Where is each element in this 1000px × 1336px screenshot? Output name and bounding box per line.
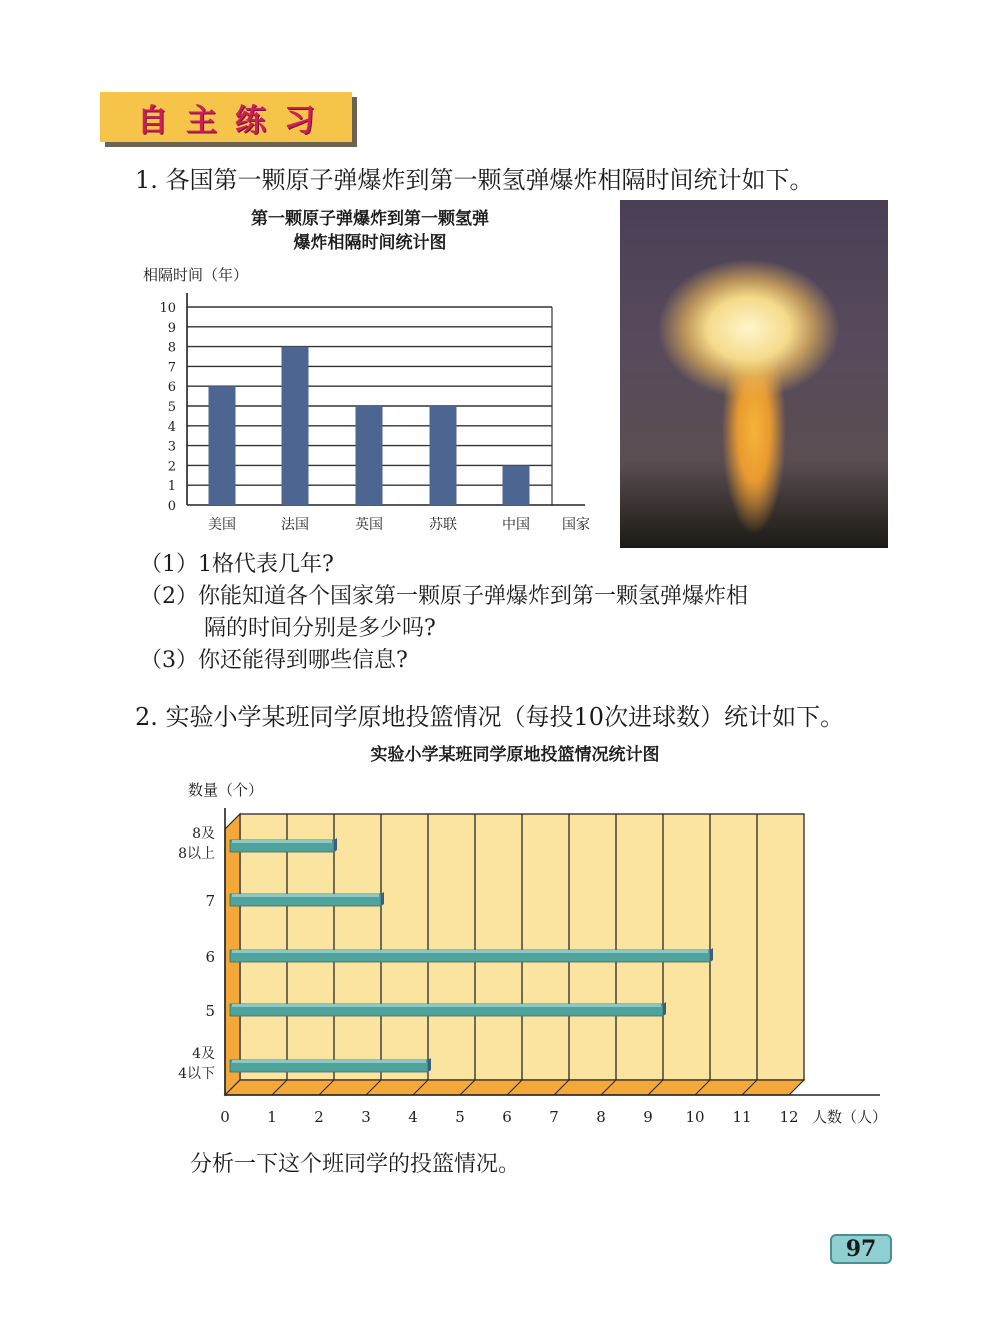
chart1-y-tick-label: 3 (167, 439, 176, 455)
chart2-y-category-label: 4以下 (178, 1066, 215, 1082)
chart1-y-tick-label: 0 (167, 499, 176, 514)
section-header-text: 自主练习 (137, 102, 333, 139)
chart1-vertical-bar-chart (140, 285, 610, 540)
chart1-y-tick-label: 2 (167, 459, 176, 475)
chart2-bar-highlight (232, 840, 332, 843)
chart2-y-category-label: 4及 (192, 1046, 215, 1062)
chart1-y-tick-label: 1 (167, 479, 176, 495)
chart2-x-tick-label: 7 (549, 1108, 559, 1126)
chart2-title: 实验小学某班同学原地投篮情况统计图 (370, 745, 660, 765)
chart1-x-category-label: 中国 (502, 517, 530, 533)
chart2-bar-end (334, 838, 337, 852)
chart1-y-tick-label: 4 (167, 419, 176, 435)
chart1-title-line2: 爆炸相隔时间统计图 (293, 233, 447, 253)
chart2-x-tick-label: 6 (502, 1108, 512, 1126)
mushroom-cloud-photo (620, 200, 888, 548)
chart1-y-tick-label: 5 (167, 400, 176, 415)
chart2-y-category-label: 8及 (192, 826, 215, 842)
page-number: 97 (830, 1234, 892, 1264)
question-2-text: 2. 实验小学某班同学原地投篮情况（每投10次进球数）统计如下。 (135, 703, 845, 731)
chart1-x-category-label: 法国 (281, 517, 309, 533)
chart2-bar-highlight (232, 950, 708, 953)
sub-question-1-number: （1） (140, 552, 198, 577)
chart2-x-tick-label: 3 (361, 1108, 371, 1126)
chart1-y-tick-label: 6 (167, 380, 176, 396)
sub-question-3-text: 你还能得到哪些信息? (198, 648, 408, 673)
chart1-y-tick-label: 8 (167, 340, 176, 356)
chart1-y-tick-label: 9 (167, 320, 176, 336)
chart1-bar-0 (209, 386, 236, 505)
section-header-badge (100, 92, 352, 142)
sub-question-1 (140, 550, 334, 580)
chart2-bar-highlight (232, 894, 379, 897)
chart2-x-tick-label: 11 (732, 1108, 752, 1126)
chart2-horizontal-bar-chart (160, 800, 920, 1130)
sub-question-2 (140, 582, 748, 612)
chart2-bar-highlight (232, 1004, 661, 1007)
chart2-x-tick-label: 5 (455, 1108, 465, 1126)
chart2-y-category-label: 8以上 (178, 846, 215, 862)
chart2-x-tick-label: 10 (685, 1108, 705, 1126)
sub-question-2-continued: 隔的时间分别是多少吗? (204, 616, 436, 641)
question-2-followup: 分析一下这个班同学的投篮情况。 (190, 1152, 521, 1177)
chart1-bar-2 (356, 406, 383, 505)
chart2-x-tick-label: 0 (220, 1108, 230, 1126)
chart2-bar-end (663, 1002, 666, 1016)
sub-question-1-text: 1格代表几年? (198, 552, 334, 577)
question-1-text: 1. 各国第一颗原子弹爆炸到第一颗氢弹爆炸相隔时间统计如下。 (135, 166, 814, 194)
chart2-x-tick-label: 1 (267, 1108, 277, 1126)
chart2-bar-end (428, 1058, 431, 1072)
chart2-x-tick-label: 12 (779, 1108, 799, 1126)
chart1-y-tick-label: 7 (167, 360, 176, 376)
chart1-bar-1 (282, 347, 309, 505)
chart2-bar-highlight (232, 1060, 426, 1063)
chart1-x-category-label: 美国 (208, 517, 236, 533)
chart2-y-category-label: 6 (205, 948, 215, 966)
sub-question-3 (140, 646, 408, 676)
chart1-x-category-label: 英国 (355, 517, 383, 533)
sub-question-2-text: 你能知道各个国家第一颗原子弹爆炸到第一颗氢弹爆炸相 (198, 584, 749, 609)
chart1-title-line1: 第一颗原子弹爆炸到第一颗氢弹 (251, 209, 489, 229)
chart2-y-axis-label: 数量（个） (188, 781, 264, 799)
chart2-bar-end (381, 892, 384, 906)
chart2-y-category-label: 5 (205, 1002, 215, 1020)
sub-question-2-number: （2） (140, 584, 198, 609)
chart2-x-axis-label: 人数（人） (812, 1108, 888, 1126)
chart1-y-axis-label: 相隔时间（年） (143, 266, 249, 284)
chart2-x-tick-label: 4 (408, 1108, 418, 1126)
chart2-x-tick-label: 9 (643, 1108, 653, 1126)
chart1-x-axis-label: 国家 (562, 517, 590, 533)
chart1-y-tick-label: 10 (159, 301, 176, 316)
sub-question-3-number: （3） (140, 648, 198, 673)
chart2-y-category-label: 7 (205, 892, 215, 910)
chart1-bar-3 (430, 406, 457, 505)
chart1-x-category-label: 苏联 (429, 517, 457, 533)
chart2-x-tick-label: 8 (596, 1108, 606, 1126)
chart2-bar-end (710, 948, 713, 962)
chart1-bar-4 (503, 465, 530, 505)
chart2-x-tick-label: 2 (314, 1108, 324, 1126)
